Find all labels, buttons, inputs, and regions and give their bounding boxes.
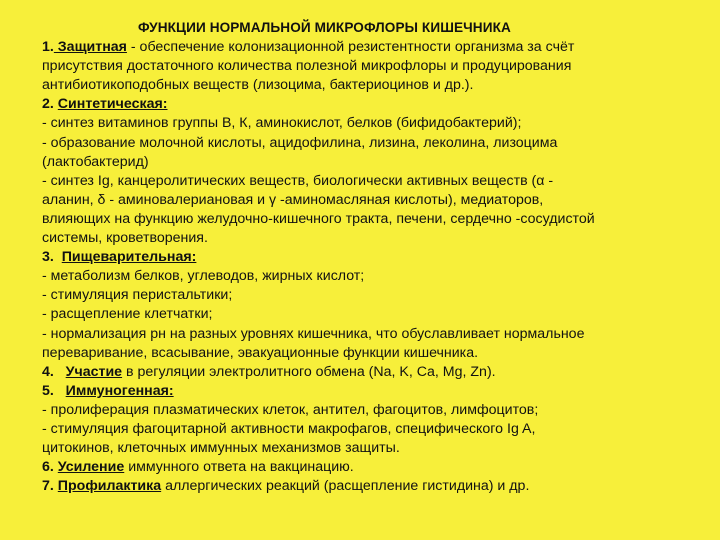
section-1-title: Защитная <box>53 39 127 56</box>
section-3-heading-line <box>42 248 692 267</box>
section-4-title: Участие <box>65 363 123 380</box>
section-1-number: 1. <box>42 39 54 56</box>
section-2-line: - синтез Ig, канцеролитических веществ, биологически активных веществ (α - <box>42 172 554 189</box>
section-5-number: 5. <box>42 382 54 399</box>
section-1-text: - обеспечение колонизационной резистентности организма за счёт <box>126 39 575 56</box>
document-body <box>42 18 692 496</box>
section-6-number: 6. <box>42 459 54 476</box>
section-3-title: Пищеварительная: <box>61 249 197 266</box>
section-4-number: 4. <box>42 363 54 380</box>
section-7-number: 7. <box>42 478 54 495</box>
section-5-line: цитокинов, клеточных иммунных механизмов защиты. <box>42 440 400 457</box>
section-5-line: - пролиферация плазматических клеток, антител, фагоцитов, лимфоцитов; <box>42 401 539 418</box>
section-2-line: влияющих на функцию желудочно-кишечного тракта, печени, сердечно -сосудистой <box>42 210 595 227</box>
section-3-line: переваривание, всасывание, эвакуационные функции кишечника. <box>42 344 479 361</box>
section-5-line: - стимуляция фагоцитарной активности макрофагов, специфического Ig A, <box>42 420 536 437</box>
section-7-line <box>42 477 692 496</box>
section-3-line: - стимуляция перистальтики; <box>42 287 233 304</box>
section-2-line: - синтез витаминов группы В, К, аминокислот, белков (бифидобактерий); <box>42 115 522 132</box>
section-3-number: 3. <box>42 249 54 266</box>
section-2-line: - образование молочной кислоты, ацидофилина, лизина, леколина, лизоцима <box>42 134 558 151</box>
section-2-line: (лактобактерид) <box>42 153 149 170</box>
section-7-title: Профилактика <box>57 478 162 495</box>
section-5-heading-line <box>42 382 692 401</box>
section-3-line: - метаболизм белков, углеводов, жирных кислот; <box>42 268 365 285</box>
section-2-line: системы, кроветворения. <box>42 230 208 247</box>
section-2-title: Синтетическая: <box>57 96 168 113</box>
section-1-line: присутствия достаточного количества полезной микрофлоры и продуцирования <box>42 58 572 75</box>
section-1-line: антибиотикоподобных веществ (лизоцима, бактериоцинов и др.). <box>42 77 474 94</box>
section-2-number: 2. <box>42 96 54 113</box>
section-5-title: Иммуногенная: <box>65 382 174 399</box>
section-7-text: аллергических реакций (расщепление гистидина) и др. <box>161 478 530 495</box>
section-4-text: в регуляции электролитного обмена (Na, K, Ca, Mg, Zn). <box>122 363 496 380</box>
section-6-text: иммунного ответа на вакцинацию. <box>124 459 354 476</box>
section-2-line: аланин, δ - аминовалериановая и γ -аминомасляная кислоты), медиаторов, <box>42 191 544 208</box>
section-3-line: - нормализация рн на разных уровнях кишечника, что обуславливает нормальное <box>42 325 585 342</box>
section-4-line <box>42 363 692 382</box>
section-2-heading-line <box>42 95 692 114</box>
section-1-heading-line <box>42 38 692 57</box>
section-3-line: - расщепление клетчатки; <box>42 306 213 323</box>
page-title: ФУНКЦИИ НОРМАЛЬНОЙ МИКРОФЛОРЫ КИШЕЧНИКА <box>138 20 511 35</box>
section-6-title: Усиление <box>57 459 125 476</box>
section-6-line <box>42 458 692 477</box>
